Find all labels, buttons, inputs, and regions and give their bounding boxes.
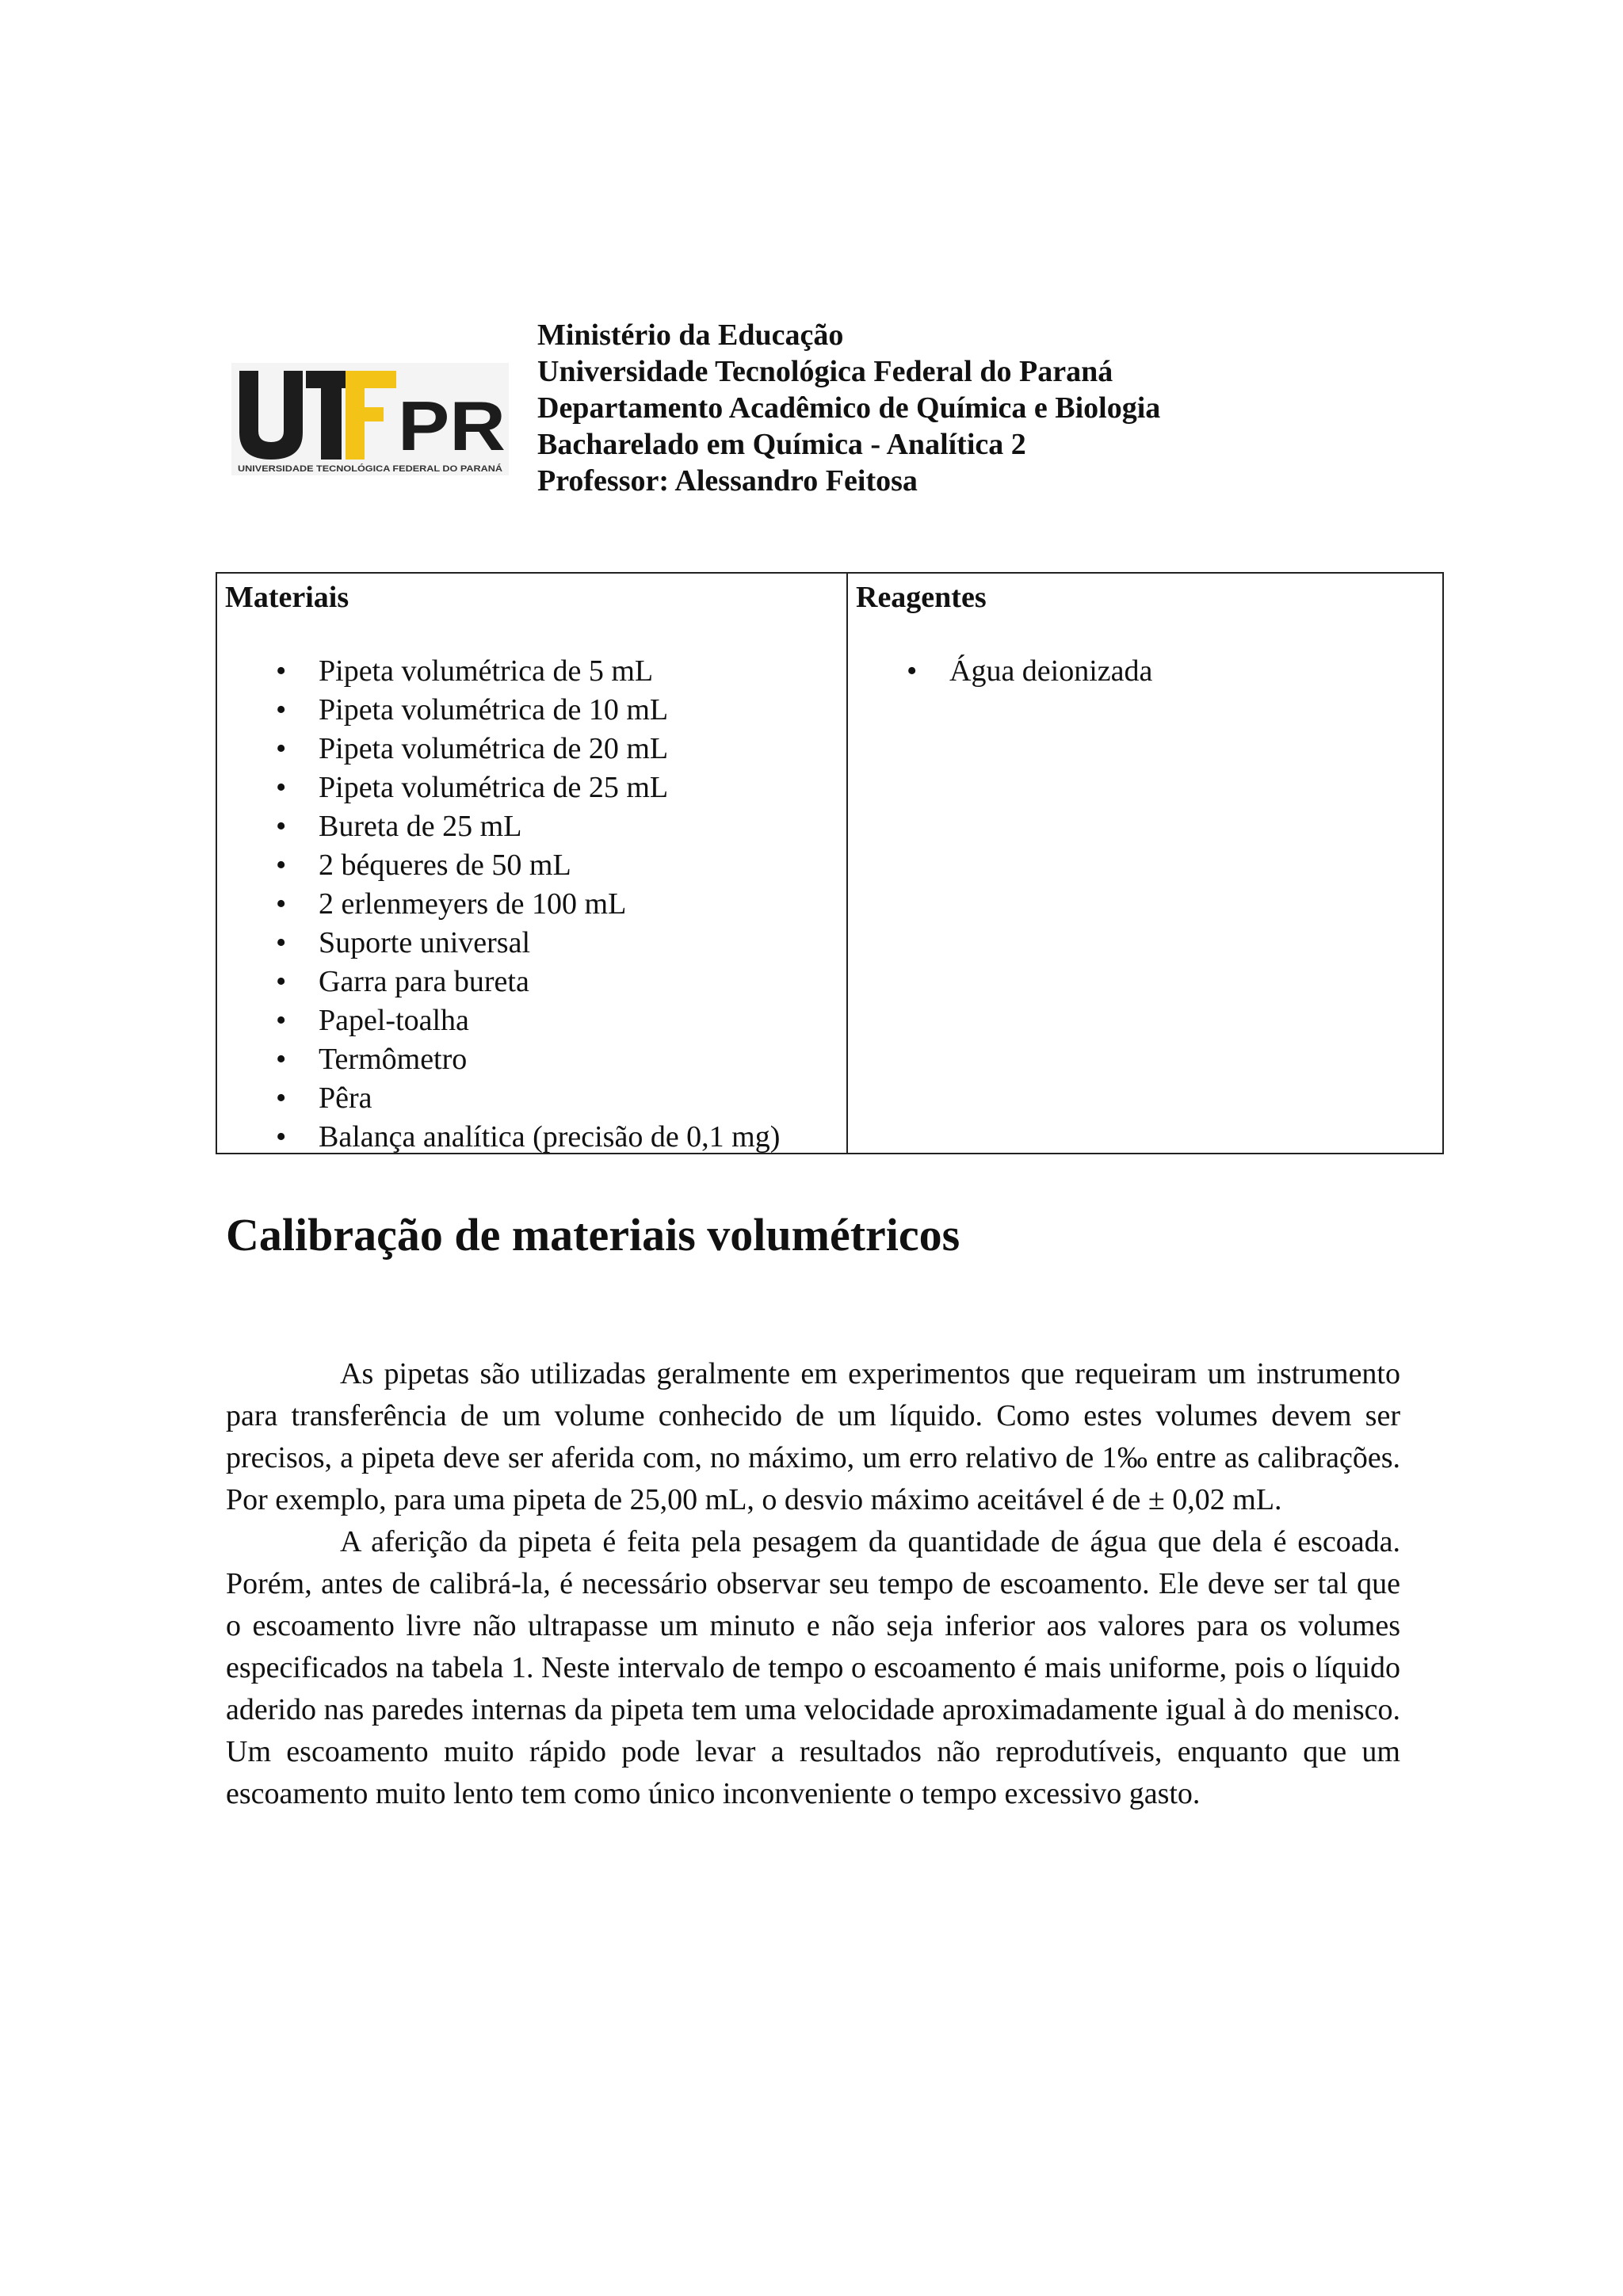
- reagents-title: Reagentes: [856, 581, 987, 614]
- bullet: •: [276, 771, 287, 804]
- list-item: [225, 924, 838, 963]
- bullet: •: [276, 887, 287, 921]
- material-label: Balança analítica (precisão de 0,1 mg): [319, 1120, 781, 1154]
- list-item: [225, 1118, 838, 1157]
- paragraph: As pipetas são utilizadas geralmente em experimentos que requeiram um instrumento para transferência de um volume conhecido de um líquido. Como estes volumes devem ser precisos, a pipeta deve ser aferida com, no máximo, um erro relativo de 1‰ entre as calibrações. Por exemplo, para uma pipeta de 25,00 mL, o desvio máximo aceitável é de ± 0,02 mL.: [226, 1357, 1400, 1516]
- bullet: •: [276, 926, 287, 959]
- header-course: Bacharelado em Química - Analítica 2: [537, 428, 1026, 461]
- section-title: Calibração de materiais volumétricos: [226, 1209, 960, 1261]
- list-item: [225, 691, 838, 730]
- material-label: Pipeta volumétrica de 10 mL: [319, 693, 669, 727]
- bullet: •: [276, 1004, 287, 1037]
- bullet: •: [907, 654, 918, 688]
- material-label: Pipeta volumétrica de 5 mL: [319, 654, 654, 688]
- reagent-label: Água deionizada: [949, 654, 1153, 688]
- list-item: [225, 1079, 838, 1118]
- header-department: Departamento Acadêmico de Química e Biologia: [537, 391, 1161, 425]
- bullet: •: [276, 1120, 287, 1154]
- bullet: •: [276, 693, 287, 727]
- reagents-list: [856, 652, 1434, 691]
- material-label: 2 béqueres de 50 mL: [319, 849, 571, 882]
- list-item: [856, 652, 1434, 691]
- list-item: [225, 1001, 838, 1040]
- reagents-column: [848, 574, 1442, 1153]
- material-label: Pipeta volumétrica de 20 mL: [319, 732, 669, 765]
- svg-text:UNIVERSIDADE TECNOLÓGICA FEDER: UNIVERSIDADE TECNOLÓGICA FEDERAL DO PARANÁ: [238, 464, 468, 474]
- list-item: [225, 885, 838, 924]
- material-label: Suporte universal: [319, 926, 531, 959]
- bullet: •: [276, 849, 287, 882]
- material-label: 2 erlenmeyers de 100 mL: [319, 887, 627, 921]
- material-label: Termômetro: [319, 1043, 468, 1076]
- list-item: [225, 769, 838, 807]
- utfpr-logo: [231, 363, 509, 475]
- list-item: [225, 730, 838, 769]
- material-label: Papel-toalha: [319, 1004, 469, 1037]
- list-item: [225, 652, 838, 691]
- bullet: •: [276, 654, 287, 688]
- paragraph: A aferição da pipeta é feita pela pesagem da quantidade de água que dela é escoada. Porém, antes de calibrá-la, é necessário observar seu tempo de escoamento. Ele deve ser tal que o escoamento livre não ultrapasse um minuto e não seja inferior aos valores para os volumes especificados na tabela 1. Neste intervalo de tempo o escoamento é mais uniforme, pois o líquido aderido nas paredes internas da pipeta tem uma velocidade aproximadamente igual à do menisco. Um escoamento muito rápido pode levar a resultados não reprodutíveis, enquanto que um escoamento muito lento tem como único inconveniente o tempo excessivo gasto.: [226, 1525, 1400, 1810]
- materials-reagents-table: [216, 572, 1444, 1154]
- bullet: •: [276, 810, 287, 843]
- bullet: •: [276, 1043, 287, 1076]
- section-body: [226, 1353, 1400, 1815]
- material-label: Pêra: [319, 1081, 372, 1115]
- bullet: •: [276, 1081, 287, 1115]
- material-label: Bureta de 25 mL: [319, 810, 522, 843]
- bullet: •: [276, 732, 287, 765]
- materials-title: Materiais: [225, 581, 349, 614]
- list-item: [225, 1040, 838, 1079]
- header-ministry: Ministério da Educação: [537, 318, 844, 352]
- material-label: Garra para bureta: [319, 965, 529, 998]
- materials-column: [217, 574, 848, 1153]
- list-item: [225, 846, 838, 885]
- materials-list: [225, 652, 838, 1157]
- institution-header: [537, 317, 1160, 499]
- list-item: [225, 807, 838, 846]
- header-university: Universidade Tecnológica Federal do Paraná: [537, 355, 1113, 388]
- list-item: [225, 963, 838, 1001]
- header-professor: Professor: Alessandro Feitosa: [537, 464, 918, 498]
- material-label: Pipeta volumétrica de 25 mL: [319, 771, 669, 804]
- bullet: •: [276, 965, 287, 998]
- svg-text:PR: PR: [398, 387, 506, 465]
